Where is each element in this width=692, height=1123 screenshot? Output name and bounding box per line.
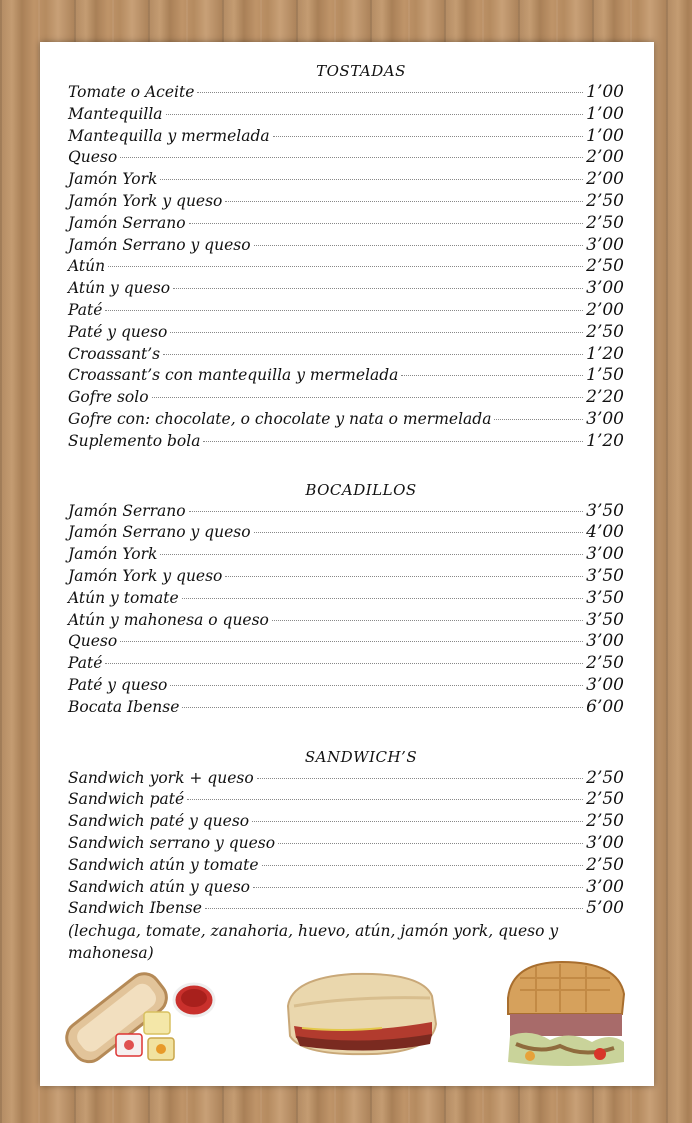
section-spacer — [68, 719, 624, 746]
bocadillos-list — [68, 501, 624, 719]
item-name: Jamón York y queso — [68, 566, 223, 585]
menu-item — [68, 365, 624, 387]
item-name: Sandwich Ibense — [68, 899, 202, 918]
item-name: Gofre solo — [68, 388, 149, 407]
item-price: 1’00 — [586, 82, 624, 102]
item-price: 3’00 — [586, 832, 624, 853]
menu-item — [68, 191, 624, 213]
toast-with-butter-and-jam-photo — [52, 960, 222, 1072]
menu-item — [68, 877, 624, 899]
menu-item — [68, 588, 624, 610]
item-name: Atún y tomate — [68, 588, 179, 607]
item-price: 2’00 — [586, 147, 624, 168]
dot-leader — [163, 354, 583, 355]
item-price: 3’50 — [586, 565, 624, 586]
item-price: 1’20 — [586, 430, 624, 451]
menu-item — [68, 501, 624, 523]
item-price: 3’00 — [586, 674, 624, 695]
item-price: 2’50 — [586, 321, 624, 342]
dot-leader — [108, 266, 583, 267]
item-price: 3’50 — [586, 609, 624, 630]
menu-item — [68, 387, 624, 409]
baguette-sandwich-photo — [282, 966, 442, 1064]
dot-leader — [262, 865, 584, 866]
item-name: Mantequilla — [68, 104, 163, 123]
menu-item — [68, 300, 624, 322]
menu-item — [68, 855, 624, 877]
menu-item — [68, 431, 624, 453]
dot-leader — [254, 245, 584, 246]
dot-leader — [494, 419, 583, 420]
dot-leader — [173, 288, 583, 289]
item-name: Suplemento bola — [68, 431, 201, 450]
item-name: Tomate o Aceite — [68, 83, 195, 101]
dot-leader — [254, 532, 584, 533]
item-name: Paté y queso — [68, 675, 168, 694]
dot-leader — [225, 201, 583, 202]
item-price: 2’50 — [586, 653, 624, 674]
item-name: Jamón Serrano — [68, 213, 186, 232]
menu-item — [68, 278, 624, 300]
menu-item — [68, 126, 624, 148]
item-name: Croassant’s — [68, 344, 161, 363]
menu-item — [68, 675, 624, 697]
item-price: 2’50 — [586, 190, 624, 211]
item-name: Jamón York y queso — [68, 191, 223, 210]
item-name: Sandwich serrano y queso — [68, 833, 276, 852]
dot-leader — [205, 908, 583, 909]
dot-leader — [160, 179, 583, 180]
item-price: 3’00 — [586, 278, 624, 299]
dot-leader — [170, 685, 583, 686]
item-name: Jamón Serrano y queso — [68, 523, 251, 542]
menu-item — [68, 768, 624, 790]
item-name: Gofre con: chocolate, o chocolate y nata o mermelada — [68, 409, 492, 428]
item-price: 4’00 — [586, 522, 624, 543]
section-title-tostadas: TOSTADAS — [316, 62, 406, 80]
item-price: 2’20 — [586, 387, 624, 408]
dot-leader — [166, 114, 584, 115]
item-name: Atún — [68, 257, 106, 276]
menu-item — [68, 789, 624, 811]
item-price: 2’50 — [586, 767, 624, 788]
item-name: Paté y queso — [68, 322, 168, 341]
dot-leader — [252, 821, 583, 822]
item-name: Paté — [68, 300, 103, 319]
dot-leader — [189, 511, 584, 512]
menu-item — [68, 544, 624, 566]
item-name: Croassant’s con mantequilla y mermelada — [68, 366, 399, 385]
item-price: 3’00 — [586, 631, 624, 652]
item-name: Jamón Serrano — [68, 501, 186, 520]
dot-leader — [105, 663, 583, 664]
item-price: 3’50 — [586, 587, 624, 608]
item-price: 2’50 — [586, 789, 624, 810]
dot-leader — [278, 843, 583, 844]
item-price: 1’00 — [586, 125, 624, 146]
item-name: Mantequilla y mermelada — [68, 126, 270, 145]
item-price: 5’00 — [586, 898, 624, 919]
item-name: Sandwich atún y queso — [68, 877, 250, 896]
dot-leader — [160, 554, 583, 555]
dot-leader — [152, 397, 584, 398]
menu-item — [68, 653, 624, 675]
section-spacer — [68, 453, 624, 479]
menu-item — [68, 409, 624, 431]
dot-leader — [257, 778, 583, 779]
menu-item — [68, 344, 624, 366]
dot-leader — [182, 707, 583, 708]
sandwiches-list — [68, 768, 624, 921]
item-name: Bocata Ibense — [68, 697, 180, 716]
menu-item — [68, 147, 624, 169]
dot-leader — [120, 157, 583, 158]
dot-leader — [105, 310, 583, 311]
item-price: 2’50 — [586, 811, 624, 832]
menu-content — [68, 60, 624, 965]
dot-leader — [272, 620, 583, 621]
item-name: Sandwich paté — [68, 790, 185, 809]
item-name: Jamón York — [68, 545, 158, 564]
item-name: Sandwich paté y queso — [68, 812, 250, 831]
dot-leader — [189, 223, 584, 224]
item-price: 3’00 — [586, 234, 624, 255]
dot-leader — [225, 576, 583, 577]
item-name: Jamón York — [68, 170, 158, 189]
menu-item — [68, 522, 624, 544]
item-name: Sandwich atún y tomate — [68, 855, 259, 874]
item-name: Jamón Serrano y queso — [68, 235, 251, 254]
menu-item — [68, 697, 624, 719]
menu-item — [68, 566, 624, 588]
item-price: 2’50 — [586, 212, 624, 233]
item-price: 3’00 — [586, 544, 624, 565]
dot-leader — [187, 799, 583, 800]
item-name: Queso — [68, 148, 118, 167]
dot-leader — [401, 375, 583, 376]
item-price: 2’50 — [586, 854, 624, 875]
menu-item — [68, 610, 624, 632]
menu-item — [68, 213, 624, 235]
item-name: Sandwich york + queso — [68, 768, 254, 787]
menu-item — [68, 898, 624, 920]
dot-leader — [197, 92, 583, 93]
item-name: Atún y queso — [68, 279, 171, 298]
item-price: 3’00 — [586, 408, 624, 429]
section-title-bocadillos: BOCADILLOS — [305, 480, 417, 499]
tostadas-list — [68, 82, 624, 453]
dot-leader — [120, 641, 583, 642]
menu-item — [68, 631, 624, 653]
item-price: 1’00 — [586, 103, 624, 124]
sandwich-ibense-note: (lechuga, tomate, zanahoria, huevo, atún, jamón york, queso y mahonesa) — [68, 922, 559, 962]
food-photos — [52, 958, 642, 1078]
item-price: 1’50 — [586, 365, 624, 386]
dot-leader — [253, 887, 583, 888]
section-title-sandwiches: SANDWICH’S — [304, 747, 418, 766]
dot-leader — [273, 136, 584, 137]
item-name: Paté — [68, 654, 103, 673]
item-price: 2’50 — [586, 256, 624, 277]
menu-item — [68, 82, 624, 104]
dot-leader — [182, 598, 584, 599]
menu-item — [68, 833, 624, 855]
item-price: 1’20 — [586, 343, 624, 364]
item-price: 3’50 — [586, 500, 624, 521]
item-price: 2’00 — [586, 299, 624, 320]
dot-leader — [170, 332, 583, 333]
menu-item — [68, 235, 624, 257]
menu-item — [68, 811, 624, 833]
dot-leader — [203, 441, 583, 442]
item-price: 6’00 — [586, 696, 624, 717]
menu-item — [68, 169, 624, 191]
menu-item — [68, 256, 624, 278]
item-name: Atún y mahonesa o queso — [68, 610, 269, 629]
toasted-sandwich-photo — [500, 958, 630, 1070]
item-price: 3’00 — [586, 876, 624, 897]
item-name: Queso — [68, 632, 118, 651]
menu-item — [68, 104, 624, 126]
menu-item — [68, 322, 624, 344]
item-price: 2’00 — [586, 169, 624, 190]
